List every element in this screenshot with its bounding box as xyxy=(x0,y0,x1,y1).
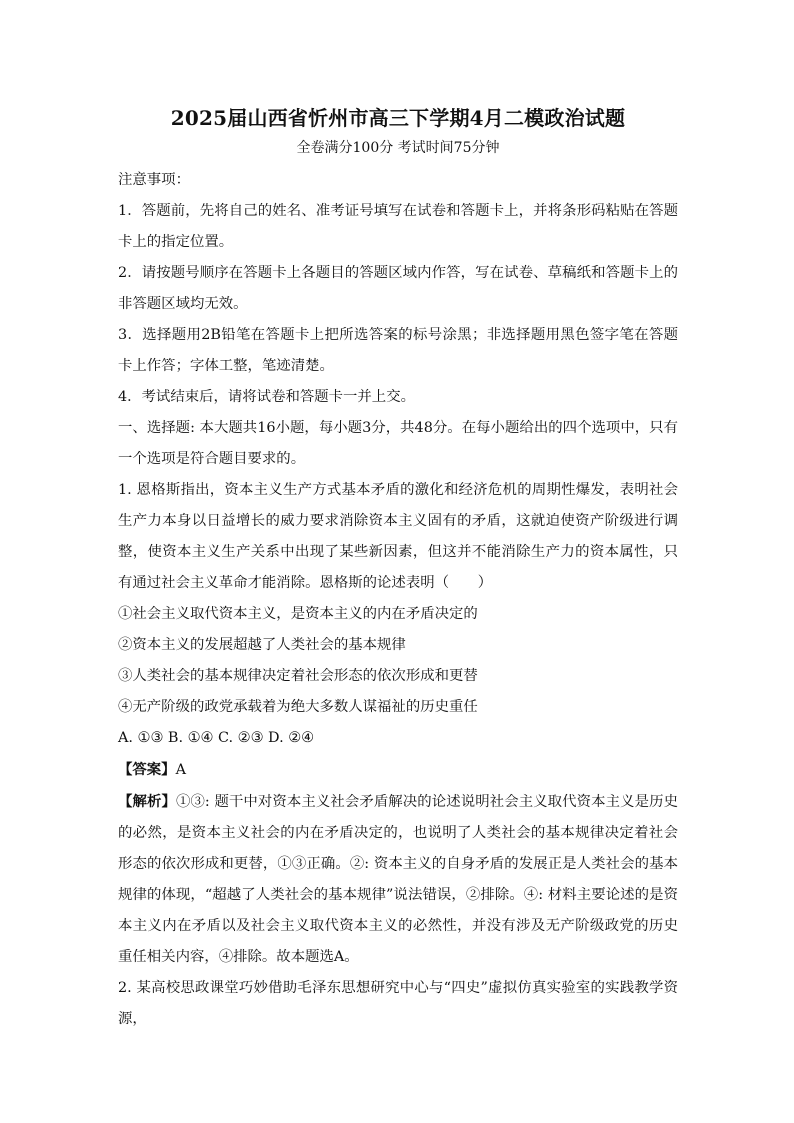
exam-info: 全卷满分100分 考试时间75分钟 xyxy=(296,140,500,156)
question-1-statement-4: ④无产阶级的政党承载着为绝大多数人谋福祉的历史重任 xyxy=(118,699,478,715)
question-2-stem: 2. 某高校思政课堂巧妙借助毛泽东思想研究中心与“四史”虚拟仿真实验室的实践教学资源， xyxy=(118,980,678,1027)
question-1-statement-1: ①社会主义取代资本主义，是资本主义的内在矛盾决定的 xyxy=(118,606,478,622)
question-1-stem: 1. 恩格斯指出，资本主义生产方式基本矛盾的激化和经济危机的周期性爆发，表明社会生产力本身以日益增长的威力要求消除资本主义固有的矛盾，这就迫使资产阶级进行调整，使资本主义生产关系中出现了某些新因素，但这并不能消除生产力的资本属性，只有通过社会主义革命才能消除。恩格斯的论述表明（ ） xyxy=(118,482,678,591)
question-1-statement-3: ③人类社会的基本规律决定着社会形态的依次形成和更替 xyxy=(118,668,478,684)
question-1-choices: A. ①③ B. ①④ C. ②③ D. ②④ xyxy=(118,730,315,746)
page-title: 2025届山西省忻州市高三下学期4月二模政治试题 xyxy=(170,106,626,130)
notice-heading: 注意事项： xyxy=(118,172,190,188)
answer-label: 【答案】 xyxy=(118,761,176,778)
notice-item-4: 4．考试结束后，请将试卷和答题卡一并上交。 xyxy=(118,389,415,405)
question-1-answer xyxy=(118,754,678,786)
document-content xyxy=(118,101,678,1035)
question-1-analysis xyxy=(118,786,678,973)
analysis-text: ①③: 题干中对资本主义社会矛盾解决的论述说明社会主义取代资本主义是历史的必然，是资本主义社会的内在矛盾决定的，也说明了人类社会的基本规律决定着社会形态的依次形成和更替，①③正确。②: 资本主义的自身矛盾的发展正是人类社会的基本规律的体现，“超越了人类社会的基本规律”说法错误，②排除。④: 材料主要论述的是资本主义内在矛盾以及社会主义取代资本主义的必然性，并没有涉及无产阶级政党的历史重任相关内容，④排除。故本题选A。 xyxy=(118,794,678,965)
notice-item-2: 2．请按题号顺序在答题卡上各题目的答题区域内作答，写在试卷、草稿纸和答题卡上的非答题区域均无效。 xyxy=(118,265,678,312)
notice-item-3: 3．选择题用2B铅笔在答题卡上把所选答案的标号涂黑；非选择题用黑色签字笔在答题卡上作答；字体工整，笔迹清楚。 xyxy=(118,327,678,374)
section-heading: 一、选择题: 本大题共16小题，每小题3分，共48分。在每小题给出的四个选项中，只有一个选项是符合题目要求的。 xyxy=(118,420,678,467)
question-1-statement-2: ②资本主义的发展超越了人类社会的基本规律 xyxy=(118,637,406,653)
analysis-label: 【解析】 xyxy=(118,793,176,810)
answer-value: A xyxy=(175,762,186,778)
notice-item-1: 1．答题前，先将自己的姓名、准考证号填写在试卷和答题卡上，并将条形码粘贴在答题卡上的指定位置。 xyxy=(118,203,678,250)
